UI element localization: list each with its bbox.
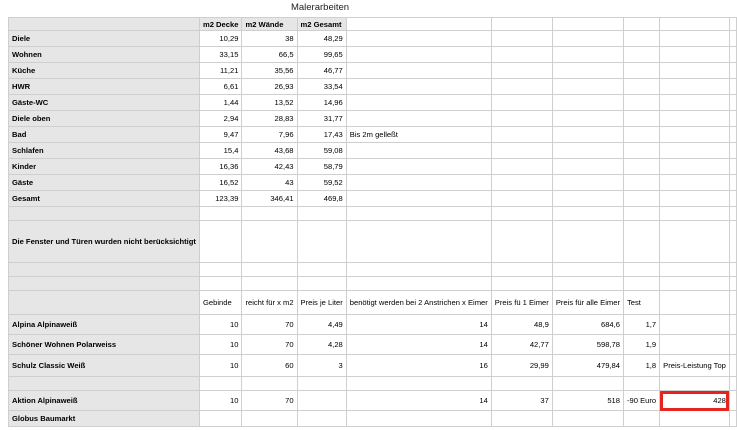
cell[interactable] bbox=[199, 221, 241, 263]
product-row bbox=[9, 355, 737, 377]
cell[interactable] bbox=[491, 31, 552, 47]
cell[interactable] bbox=[491, 95, 552, 111]
benoetigt-cell[interactable]: 14 bbox=[346, 315, 491, 335]
cell[interactable] bbox=[491, 207, 552, 221]
cell[interactable] bbox=[660, 159, 730, 175]
cell[interactable] bbox=[729, 277, 736, 291]
cell[interactable] bbox=[623, 143, 659, 159]
cell[interactable] bbox=[491, 111, 552, 127]
cell[interactable] bbox=[552, 263, 623, 277]
cell[interactable] bbox=[491, 47, 552, 63]
preis-alle-cell[interactable]: 479,84 bbox=[552, 355, 623, 377]
product-header-row bbox=[9, 291, 737, 315]
gesamt-cell[interactable]: 14,96 bbox=[297, 95, 346, 111]
cell[interactable] bbox=[491, 175, 552, 191]
cell[interactable] bbox=[346, 263, 491, 277]
cell[interactable] bbox=[297, 377, 346, 391]
cell[interactable] bbox=[552, 18, 623, 31]
cell[interactable] bbox=[729, 355, 736, 377]
cell[interactable] bbox=[199, 377, 241, 391]
gesamt-cell[interactable]: 469,8 bbox=[297, 191, 346, 207]
extra-cell[interactable]: Preis-Leistung Top bbox=[660, 355, 730, 377]
room-row bbox=[9, 111, 737, 127]
cell[interactable] bbox=[660, 277, 730, 291]
cell[interactable] bbox=[623, 95, 659, 111]
row-label[interactable]: Kinder bbox=[9, 159, 200, 175]
row-label[interactable] bbox=[9, 377, 200, 391]
header-cell[interactable]: Preis fü 1 Eimer bbox=[491, 291, 552, 315]
gesamt-cell[interactable]: 59,52 bbox=[297, 175, 346, 191]
cell[interactable] bbox=[297, 207, 346, 221]
product-name[interactable]: Schöner Wohnen Polarweiss bbox=[9, 335, 200, 355]
benoetigt-cell[interactable]: 14 bbox=[346, 335, 491, 355]
cell[interactable] bbox=[660, 143, 730, 159]
cell[interactable] bbox=[660, 263, 730, 277]
cell[interactable] bbox=[552, 207, 623, 221]
cell[interactable] bbox=[297, 411, 346, 427]
note-cell[interactable] bbox=[346, 63, 491, 79]
cell[interactable] bbox=[552, 411, 623, 427]
cell[interactable] bbox=[346, 18, 491, 31]
cell[interactable] bbox=[623, 18, 659, 31]
header-cell[interactable]: benötigt werden bei 2 Anstrichen x Eimer bbox=[346, 291, 491, 315]
room-row bbox=[9, 127, 737, 143]
test-cell[interactable]: 1,7 bbox=[623, 315, 659, 335]
window-note[interactable]: Die Fenster und Türen wurden nicht berücksichtigt bbox=[9, 221, 200, 263]
cell[interactable] bbox=[242, 411, 297, 427]
room-row bbox=[9, 47, 737, 63]
cell[interactable] bbox=[623, 191, 659, 207]
row-label[interactable]: HWR bbox=[9, 79, 200, 95]
gesamt-cell[interactable]: 17,43 bbox=[297, 127, 346, 143]
empty-row bbox=[9, 377, 737, 391]
cell[interactable] bbox=[623, 159, 659, 175]
waende-cell[interactable]: 66,5 bbox=[242, 47, 297, 63]
product-name[interactable]: Schulz Classic Weiß bbox=[9, 355, 200, 377]
cell[interactable] bbox=[660, 291, 730, 315]
cell[interactable] bbox=[729, 95, 736, 111]
cell[interactable] bbox=[660, 221, 730, 263]
header-cell[interactable]: Preis je Liter bbox=[297, 291, 346, 315]
cell[interactable] bbox=[729, 175, 736, 191]
row-label[interactable] bbox=[9, 263, 200, 277]
product-name[interactable]: Alpina Alpinaweiß bbox=[9, 315, 200, 335]
cell[interactable] bbox=[729, 143, 736, 159]
note-cell[interactable] bbox=[346, 191, 491, 207]
cell[interactable] bbox=[491, 143, 552, 159]
window-note-row bbox=[9, 221, 737, 263]
header-cell[interactable]: Test bbox=[623, 291, 659, 315]
cell[interactable] bbox=[660, 127, 730, 143]
cell[interactable] bbox=[623, 263, 659, 277]
header-cell[interactable]: m2 Gesamt bbox=[297, 18, 346, 31]
header-cell[interactable]: m2 Wände bbox=[242, 18, 297, 31]
preis-liter-cell[interactable]: 4,49 bbox=[297, 315, 346, 335]
cell[interactable] bbox=[729, 127, 736, 143]
waende-cell[interactable]: 42,43 bbox=[242, 159, 297, 175]
waende-cell[interactable]: 43,68 bbox=[242, 143, 297, 159]
gebinde-cell[interactable]: 10 bbox=[199, 391, 241, 411]
cell[interactable] bbox=[729, 207, 736, 221]
cell[interactable] bbox=[242, 263, 297, 277]
cell[interactable] bbox=[346, 207, 491, 221]
cell[interactable] bbox=[552, 143, 623, 159]
highlighted-cell[interactable]: 428 bbox=[660, 391, 730, 411]
waende-cell[interactable]: 346,41 bbox=[242, 191, 297, 207]
header-cell[interactable]: m2 Decke bbox=[199, 18, 241, 31]
cell[interactable] bbox=[297, 263, 346, 277]
empty-row bbox=[9, 207, 737, 221]
room-row bbox=[9, 95, 737, 111]
cell[interactable] bbox=[623, 31, 659, 47]
gesamt-cell[interactable]: 31,77 bbox=[297, 111, 346, 127]
cell[interactable] bbox=[729, 391, 736, 411]
preis-eimer-cell[interactable]: 42,77 bbox=[491, 335, 552, 355]
cell[interactable] bbox=[491, 277, 552, 291]
room-row bbox=[9, 79, 737, 95]
cell[interactable] bbox=[660, 47, 730, 63]
cell[interactable] bbox=[729, 335, 736, 355]
preis-liter-cell[interactable]: 4,28 bbox=[297, 335, 346, 355]
gesamt-cell[interactable]: 48,29 bbox=[297, 31, 346, 47]
decke-cell[interactable]: 1,44 bbox=[199, 95, 241, 111]
preis-eimer-cell[interactable]: 48,9 bbox=[491, 315, 552, 335]
cell[interactable] bbox=[660, 377, 730, 391]
decke-cell[interactable]: 6,61 bbox=[199, 79, 241, 95]
cell[interactable] bbox=[552, 191, 623, 207]
cell[interactable] bbox=[623, 63, 659, 79]
gebinde-cell[interactable]: 10 bbox=[199, 315, 241, 335]
reicht-cell[interactable]: 70 bbox=[242, 335, 297, 355]
globus-row bbox=[9, 411, 737, 427]
gesamt-cell[interactable]: 99,65 bbox=[297, 47, 346, 63]
cell[interactable] bbox=[346, 221, 491, 263]
preis-eimer-cell[interactable]: 37 bbox=[491, 391, 552, 411]
room-row bbox=[9, 63, 737, 79]
note-cell[interactable] bbox=[346, 111, 491, 127]
gesamt-cell[interactable]: 46,77 bbox=[297, 63, 346, 79]
test-cell[interactable]: 1,8 bbox=[623, 355, 659, 377]
cell[interactable] bbox=[552, 377, 623, 391]
extra-cell[interactable] bbox=[660, 315, 730, 335]
cell[interactable] bbox=[491, 221, 552, 263]
room-row bbox=[9, 175, 737, 191]
cell[interactable] bbox=[623, 175, 659, 191]
cell[interactable] bbox=[491, 79, 552, 95]
cell[interactable] bbox=[660, 63, 730, 79]
cell[interactable] bbox=[491, 191, 552, 207]
row-label[interactable]: Gäste-WC bbox=[9, 95, 200, 111]
note-cell[interactable] bbox=[346, 31, 491, 47]
gebinde-cell[interactable]: 10 bbox=[199, 335, 241, 355]
preis-alle-cell[interactable]: 598,78 bbox=[552, 335, 623, 355]
cell[interactable] bbox=[623, 207, 659, 221]
cell[interactable] bbox=[242, 207, 297, 221]
cell[interactable] bbox=[660, 411, 730, 427]
cell[interactable] bbox=[242, 221, 297, 263]
decke-cell[interactable]: 11,21 bbox=[199, 63, 241, 79]
waende-cell[interactable]: 13,52 bbox=[242, 95, 297, 111]
reicht-cell[interactable]: 60 bbox=[242, 355, 297, 377]
cell[interactable] bbox=[491, 18, 552, 31]
cell[interactable] bbox=[9, 18, 200, 31]
cell[interactable] bbox=[660, 175, 730, 191]
cell[interactable] bbox=[729, 31, 736, 47]
preis-eimer-cell[interactable]: 29,99 bbox=[491, 355, 552, 377]
cell[interactable] bbox=[623, 277, 659, 291]
decke-cell[interactable]: 16,36 bbox=[199, 159, 241, 175]
cell[interactable] bbox=[729, 111, 736, 127]
cell[interactable] bbox=[491, 127, 552, 143]
decke-cell[interactable]: 123,39 bbox=[199, 191, 241, 207]
note-cell[interactable] bbox=[346, 79, 491, 95]
room-row bbox=[9, 31, 737, 47]
row-label[interactable] bbox=[9, 291, 200, 315]
cell[interactable] bbox=[729, 79, 736, 95]
cell[interactable] bbox=[660, 31, 730, 47]
preis-liter-cell[interactable] bbox=[297, 391, 346, 411]
cell[interactable] bbox=[729, 263, 736, 277]
cell[interactable] bbox=[552, 47, 623, 63]
product-name[interactable]: Aktion Alpinaweiß bbox=[9, 391, 200, 411]
row-label[interactable]: Diele oben bbox=[9, 111, 200, 127]
cell[interactable] bbox=[660, 191, 730, 207]
row-label[interactable]: Küche bbox=[9, 63, 200, 79]
extra-cell[interactable] bbox=[660, 335, 730, 355]
product-row bbox=[9, 335, 737, 355]
header-cell[interactable]: Preis für alle Eimer bbox=[552, 291, 623, 315]
cell[interactable] bbox=[297, 277, 346, 291]
row-label[interactable]: Gäste bbox=[9, 175, 200, 191]
cell[interactable] bbox=[729, 159, 736, 175]
cell[interactable] bbox=[552, 111, 623, 127]
waende-cell[interactable]: 26,93 bbox=[242, 79, 297, 95]
cell[interactable] bbox=[491, 159, 552, 175]
cell[interactable] bbox=[623, 127, 659, 143]
header-row bbox=[9, 18, 737, 31]
empty-row bbox=[9, 277, 737, 291]
cell[interactable] bbox=[346, 411, 491, 427]
header-cell[interactable]: reicht für x m2 bbox=[242, 291, 297, 315]
cell[interactable] bbox=[623, 79, 659, 95]
cell[interactable] bbox=[491, 377, 552, 391]
header-cell[interactable]: Gebinde bbox=[199, 291, 241, 315]
cell[interactable] bbox=[552, 31, 623, 47]
cell[interactable] bbox=[199, 411, 241, 427]
decke-cell[interactable]: 10,29 bbox=[199, 31, 241, 47]
room-row bbox=[9, 143, 737, 159]
note-cell[interactable] bbox=[346, 95, 491, 111]
gebinde-cell[interactable]: 10 bbox=[199, 355, 241, 377]
cell[interactable] bbox=[660, 207, 730, 221]
note-cell[interactable] bbox=[346, 175, 491, 191]
row-label[interactable]: Schlafen bbox=[9, 143, 200, 159]
cell[interactable] bbox=[552, 175, 623, 191]
cell[interactable] bbox=[242, 377, 297, 391]
cell[interactable] bbox=[552, 277, 623, 291]
cell[interactable] bbox=[199, 277, 241, 291]
cell[interactable] bbox=[729, 191, 736, 207]
cell[interactable] bbox=[729, 63, 736, 79]
decke-cell[interactable]: 2,94 bbox=[199, 111, 241, 127]
preis-liter-cell[interactable]: 3 bbox=[297, 355, 346, 377]
room-row bbox=[9, 159, 737, 175]
room-row bbox=[9, 191, 737, 207]
cell[interactable] bbox=[729, 377, 736, 391]
row-label[interactable]: Gesamt bbox=[9, 191, 200, 207]
cell[interactable] bbox=[346, 277, 491, 291]
cell[interactable] bbox=[729, 18, 736, 31]
cell[interactable] bbox=[552, 159, 623, 175]
cell[interactable] bbox=[552, 79, 623, 95]
waende-cell[interactable]: 7,96 bbox=[242, 127, 297, 143]
cell[interactable] bbox=[552, 95, 623, 111]
cell[interactable] bbox=[660, 79, 730, 95]
cell[interactable] bbox=[552, 127, 623, 143]
cell[interactable] bbox=[729, 291, 736, 315]
cell[interactable] bbox=[660, 111, 730, 127]
cell[interactable] bbox=[623, 411, 659, 427]
decke-cell[interactable]: 33,15 bbox=[199, 47, 241, 63]
cell[interactable] bbox=[729, 221, 736, 263]
reicht-cell[interactable]: 70 bbox=[242, 391, 297, 411]
waende-cell[interactable]: 38 bbox=[242, 31, 297, 47]
cell[interactable] bbox=[346, 377, 491, 391]
empty-row bbox=[9, 263, 737, 277]
benoetigt-cell[interactable]: 16 bbox=[346, 355, 491, 377]
preis-alle-cell[interactable]: 518 bbox=[552, 391, 623, 411]
cell[interactable] bbox=[729, 315, 736, 335]
cell[interactable] bbox=[623, 221, 659, 263]
gesamt-cell[interactable]: 58,79 bbox=[297, 159, 346, 175]
reicht-cell[interactable]: 70 bbox=[242, 315, 297, 335]
row-label[interactable] bbox=[9, 277, 200, 291]
waende-cell[interactable]: 28,83 bbox=[242, 111, 297, 127]
note-cell[interactable]: Bis 2m gelleßt bbox=[346, 127, 491, 143]
sheet-body bbox=[9, 18, 737, 427]
cell[interactable] bbox=[491, 411, 552, 427]
cell[interactable] bbox=[660, 95, 730, 111]
gesamt-cell[interactable]: 59,08 bbox=[297, 143, 346, 159]
cell[interactable] bbox=[623, 111, 659, 127]
product-name[interactable]: Globus Baumarkt bbox=[9, 411, 200, 427]
cell[interactable] bbox=[297, 221, 346, 263]
test-cell[interactable]: 1,9 bbox=[623, 335, 659, 355]
row-label[interactable]: Wohnen bbox=[9, 47, 200, 63]
note-cell[interactable] bbox=[346, 159, 491, 175]
product-row bbox=[9, 315, 737, 335]
decke-cell[interactable]: 15,4 bbox=[199, 143, 241, 159]
note-cell[interactable] bbox=[346, 143, 491, 159]
gesamt-cell[interactable]: 33,54 bbox=[297, 79, 346, 95]
waende-cell[interactable]: 43 bbox=[242, 175, 297, 191]
benoetigt-cell[interactable]: 14 bbox=[346, 391, 491, 411]
aktion-row bbox=[9, 391, 737, 411]
cell[interactable] bbox=[729, 411, 736, 427]
cell[interactable] bbox=[623, 47, 659, 63]
cell[interactable] bbox=[552, 63, 623, 79]
row-label[interactable] bbox=[9, 207, 200, 221]
cell[interactable] bbox=[199, 207, 241, 221]
cell[interactable] bbox=[623, 377, 659, 391]
spreadsheet-grid bbox=[8, 17, 737, 427]
waende-cell[interactable]: 35,56 bbox=[242, 63, 297, 79]
cell[interactable] bbox=[491, 263, 552, 277]
cell[interactable] bbox=[729, 47, 736, 63]
cell[interactable] bbox=[552, 221, 623, 263]
decke-cell[interactable]: 16,52 bbox=[199, 175, 241, 191]
cell[interactable] bbox=[491, 63, 552, 79]
cell[interactable] bbox=[199, 263, 241, 277]
note-cell[interactable] bbox=[346, 47, 491, 63]
decke-cell[interactable]: 9,47 bbox=[199, 127, 241, 143]
row-label[interactable]: Diele bbox=[9, 31, 200, 47]
cell[interactable] bbox=[660, 18, 730, 31]
cell[interactable] bbox=[242, 277, 297, 291]
sheet-title: Malerarbeiten bbox=[290, 2, 350, 13]
preis-alle-cell[interactable]: 684,6 bbox=[552, 315, 623, 335]
test-cell[interactable]: -90 Euro bbox=[623, 391, 659, 411]
row-label[interactable]: Bad bbox=[9, 127, 200, 143]
